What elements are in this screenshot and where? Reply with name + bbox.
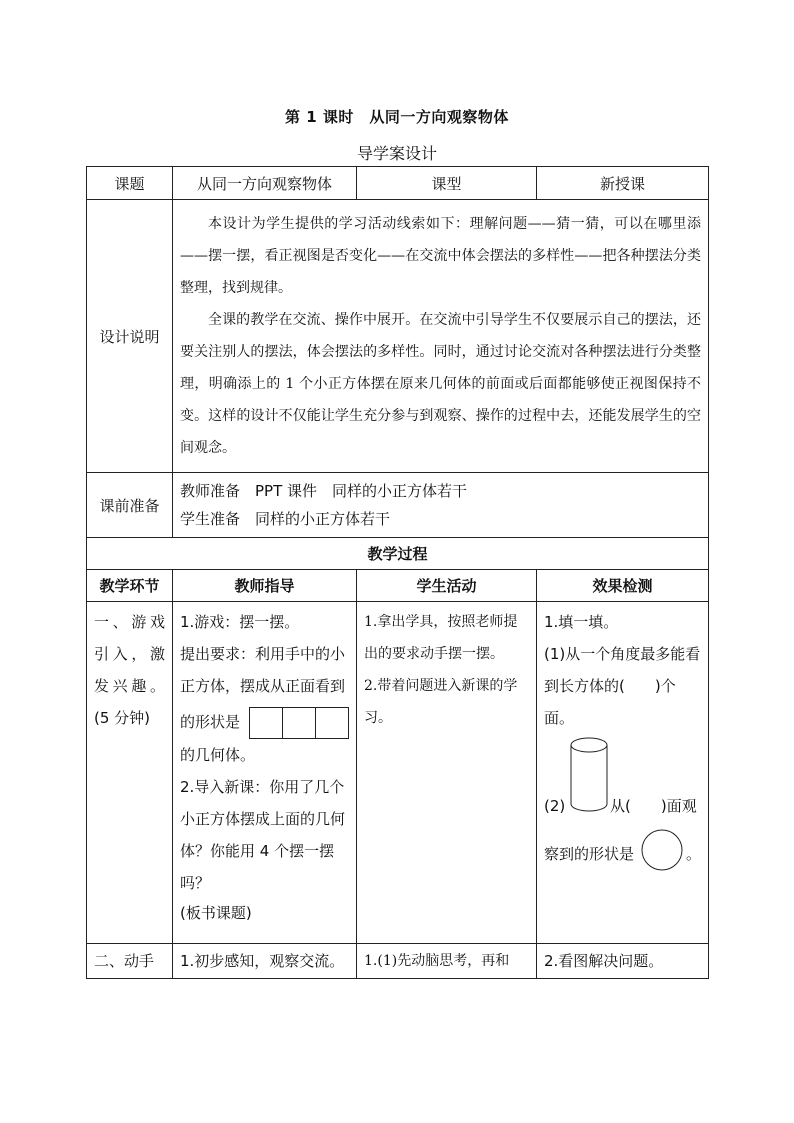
stage-1-teacher-line-2: 提出要求：利用手中的小正方体，摆成从正面看到 xyxy=(180,645,346,695)
process-columns-row xyxy=(87,570,709,602)
stage-2-student: 1.(1)先动脑思考，再和 xyxy=(364,953,510,969)
process-heading-row xyxy=(87,538,709,570)
stage-1-check-line-4b: 。 xyxy=(686,845,702,863)
prep-teacher: 教师准备 PPT 课件 同样的小正方体若干 xyxy=(180,482,468,500)
stage-1-teacher-line-1: 1.游戏：摆一摆。 xyxy=(180,613,300,631)
column-header-student: 学生活动 xyxy=(357,570,537,602)
stage-1-check-line-3a: (2) xyxy=(544,797,566,815)
stage-1-teacher-line-4: 的几何体。 xyxy=(180,745,256,764)
column-header-teacher: 教师指导 xyxy=(173,570,357,602)
column-header-check: 效果检测 xyxy=(537,570,709,602)
design-paragraph-1: 本设计为学生提供的学习活动线索如下：理解问题——猜一猜，可以在哪里添——摆一摆，看正视图是否变化——在交流中体会摆法的多样性——把各种摆法分类整理，找到规律。 xyxy=(180,216,701,296)
document-title: 第 1 课时 从同一方向观察物体 xyxy=(285,108,509,126)
prep-row xyxy=(87,473,709,538)
topic-label: 课题 xyxy=(87,167,173,200)
stage-1-teacher-line-3: 的形状是 xyxy=(180,713,241,731)
stage-1-check-line-3b: 从( )面观 xyxy=(610,797,697,815)
cylinder-figure xyxy=(568,736,610,814)
stage-1-check-line-1: 1.填一填。 xyxy=(544,613,619,631)
stage-1-check-line-4a: 察到的形状是 xyxy=(544,845,635,863)
stage-2-teacher: 1.初步感知，观察交流。 xyxy=(180,952,345,970)
type-label: 课型 xyxy=(357,167,537,200)
stage-1-teacher-line-6: (板书课题) xyxy=(180,903,252,922)
stage-1-name: 一、游戏引入，激发兴趣。(5 分钟) xyxy=(94,613,165,727)
design-paragraph-2: 全课的教学在交流、操作中展开。在交流中引导学生不仅要展示自己的摆法，还要关注别人的摆法，体会摆法的多样性。同时，通过讨论交流对各种摆法进行分类整理，明确添上的 1 个小正方体摆在原来几何体的前面或后面都能够使正视图保持不变。这样的设计不仅能让学生充分参与到观察、操作的过程中去，还能发展学生的空间观念。 xyxy=(180,312,701,456)
topic-row xyxy=(87,167,709,200)
stage-2-teacher-cell xyxy=(173,944,357,979)
document-subtitle: 导学案设计 xyxy=(356,144,437,163)
prep-content xyxy=(173,473,709,538)
stage-2-check: 2.看图解决问题。 xyxy=(544,952,664,970)
stage-1-teacher-line-5: 2.导入新课：你用了几个小正方体摆成上面的几何体？你能用 4 个摆一摆吗？ xyxy=(180,777,346,892)
stage-2-check-cell xyxy=(537,944,709,979)
stage-1-teacher-cell xyxy=(173,602,357,944)
three-square-front-view-figure xyxy=(249,707,349,739)
stage-1-row xyxy=(87,602,709,944)
stage-1-student-line-1: 1.拿出学具，按照老师提出的要求动手摆一摆。 xyxy=(364,614,518,662)
stage-2-student-cell xyxy=(357,944,537,979)
circle-shape-figure xyxy=(640,828,684,872)
stage-2-name-cell xyxy=(87,944,173,979)
design-row xyxy=(87,200,709,473)
topic-value: 从同一方向观察物体 xyxy=(173,167,357,200)
stage-1-student-line-2: 2.带着问题进入新课的学习。 xyxy=(364,678,518,726)
type-value: 新授课 xyxy=(537,167,709,200)
process-heading: 教学过程 xyxy=(87,538,709,570)
stage-2-name: 二、动手 xyxy=(94,952,155,970)
lesson-plan-table xyxy=(86,166,709,979)
stage-1-check-line-2: (1)从一个角度最多能看到长方体的( )个面。 xyxy=(544,645,701,727)
stage-1-student-cell xyxy=(357,602,537,944)
design-content xyxy=(173,200,709,473)
stage-1-name-cell xyxy=(87,602,173,944)
column-header-stage: 教学环节 xyxy=(87,570,173,602)
prep-label: 课前准备 xyxy=(87,473,173,538)
stage-1-check-cell xyxy=(537,602,709,944)
design-label: 设计说明 xyxy=(87,200,173,473)
stage-2-row xyxy=(87,944,709,979)
prep-student: 学生准备 同样的小正方体若干 xyxy=(180,510,391,528)
